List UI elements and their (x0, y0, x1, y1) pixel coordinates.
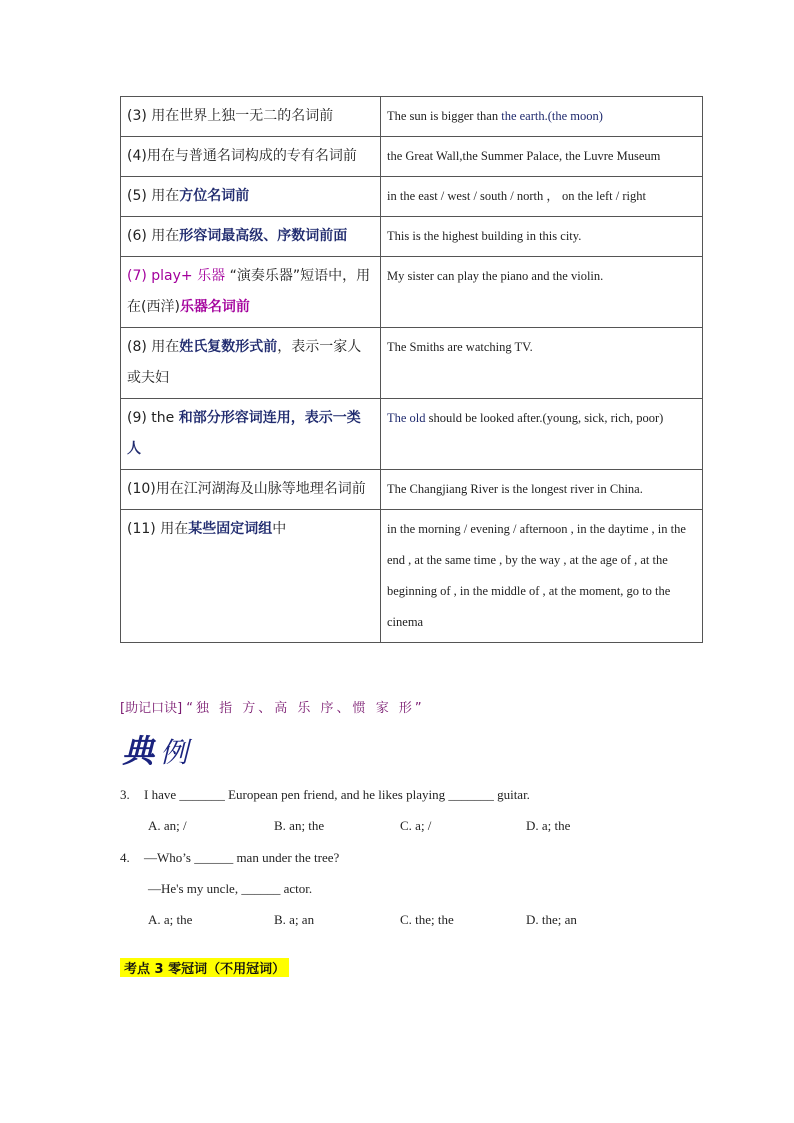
usage-rule-cell (121, 217, 381, 257)
rule-text: ，表示一家人或夫妇 (127, 339, 362, 386)
rule-text: 某些固定词组 (188, 521, 273, 537)
mnemonic-label: [助记口诀] (120, 701, 183, 716)
question-3: 3. I have _______ European pen friend, and he likes playing _______ guitar. (120, 787, 530, 802)
usage-rule-cell (121, 470, 381, 510)
mnemonic (120, 697, 425, 716)
example-cell (381, 257, 703, 328)
usage-rule-cell (121, 510, 381, 643)
rule-text: (8) 用在 (127, 339, 180, 355)
question-4-line2: —He's my uncle, ______ actor. (148, 881, 313, 896)
example-text: The sun is bigger than (387, 109, 502, 123)
example-text: The Smiths are watching TV. (387, 340, 533, 354)
option-4b: B. a; an (274, 912, 315, 927)
example-text: The Changjiang River is the longest river in China. (387, 482, 643, 496)
table-row (121, 137, 703, 177)
question-4-text: —Who’s ______ man under the tree? (144, 850, 340, 865)
rule-text: (4)用在与普通名词构成的专有名词前 (127, 148, 357, 164)
option-4c: C. the; the (400, 912, 454, 927)
table-row (121, 510, 703, 643)
example-cell (381, 137, 703, 177)
example-cell (381, 177, 703, 217)
option-3c: C. a; / (400, 818, 432, 833)
rule-text: (9) the (127, 410, 179, 426)
table-row (121, 328, 703, 399)
rule-text: 方位名词前 (179, 188, 250, 204)
example-text: in the east / west / south / north ， on the left / right (387, 189, 646, 203)
usage-rule-cell (121, 257, 381, 328)
example-text: the earth.(the moon) (501, 109, 603, 123)
option-4a: A. a; the (148, 912, 193, 927)
usage-rule-cell (121, 177, 381, 217)
rule-text: 和部分形容词连用，表示一类人 (127, 410, 361, 457)
rule-text: (11) 用在 (127, 521, 189, 537)
example-cell (381, 470, 703, 510)
usage-rule-cell (121, 97, 381, 137)
rule-text: (6) 用在 (127, 228, 180, 244)
article-usage-table (120, 96, 703, 643)
rule-text: 姓氏复数形式前 (179, 339, 278, 355)
rule-text: 形容词最高级、序数词前面 (179, 228, 348, 244)
rule-text: (5) 用在 (127, 188, 180, 204)
question-3-text: I have _______ European pen friend, and he likes playing _______ guitar. (144, 787, 530, 802)
table-row (121, 217, 703, 257)
mnemonic-text: “独 指 方、高 乐 序、惯 家 形” (186, 701, 425, 716)
rule-text: 中 (272, 521, 287, 537)
table-row (121, 399, 703, 470)
example-cell (381, 97, 703, 137)
example-cell (381, 217, 703, 257)
example-text: This is the highest building in this city. (387, 229, 582, 243)
section-title: 考点 3 零冠词（不用冠词） (120, 958, 289, 977)
logo-char-1: 典 (122, 732, 155, 770)
rule-text: (7) play+ 乐器 (127, 268, 230, 284)
example-text: should be looked after.(young, sick, rich, poor) (428, 411, 664, 425)
rule-text: (10)用在江河湖海及山脉等地理名词前 (127, 481, 366, 497)
table-row (121, 257, 703, 328)
option-3a: A. an; / (148, 818, 187, 833)
usage-rule-cell (121, 328, 381, 399)
example-text: My sister can play the piano and the violin. (387, 269, 604, 283)
table-row (121, 177, 703, 217)
rule-text: (3) 用在世界上独一无二的名词前 (127, 108, 334, 124)
example-cell (381, 510, 703, 643)
example-text: the Great Wall,the Summer Palace, the Luvre Museum (387, 149, 661, 163)
usage-rule-cell (121, 399, 381, 470)
example-cell (381, 328, 703, 399)
option-3b: B. an; the (274, 818, 325, 833)
example-logo (120, 728, 200, 776)
option-3d: D. a; the (526, 818, 571, 833)
example-cell (381, 399, 703, 470)
rule-text: “演奏乐器”短语中，用在(西洋) (127, 268, 371, 315)
table-row (121, 470, 703, 510)
usage-rule-cell (121, 137, 381, 177)
option-4d: D. the; an (526, 912, 577, 927)
example-logo-icon (120, 728, 200, 772)
question-4: 4. —Who’s ______ man under the tree? (120, 850, 340, 865)
example-text: The old (387, 411, 429, 425)
example-text: in the morning / evening / afternoon , in the daytime , in the end , at the same time , by the way , at the age of , at the beginning of , in the middle of , at the moment, go to the cinema (387, 522, 686, 629)
rule-text: 乐器名词前 (179, 299, 250, 315)
logo-char-2: 例 (160, 736, 189, 769)
table-row (121, 97, 703, 137)
